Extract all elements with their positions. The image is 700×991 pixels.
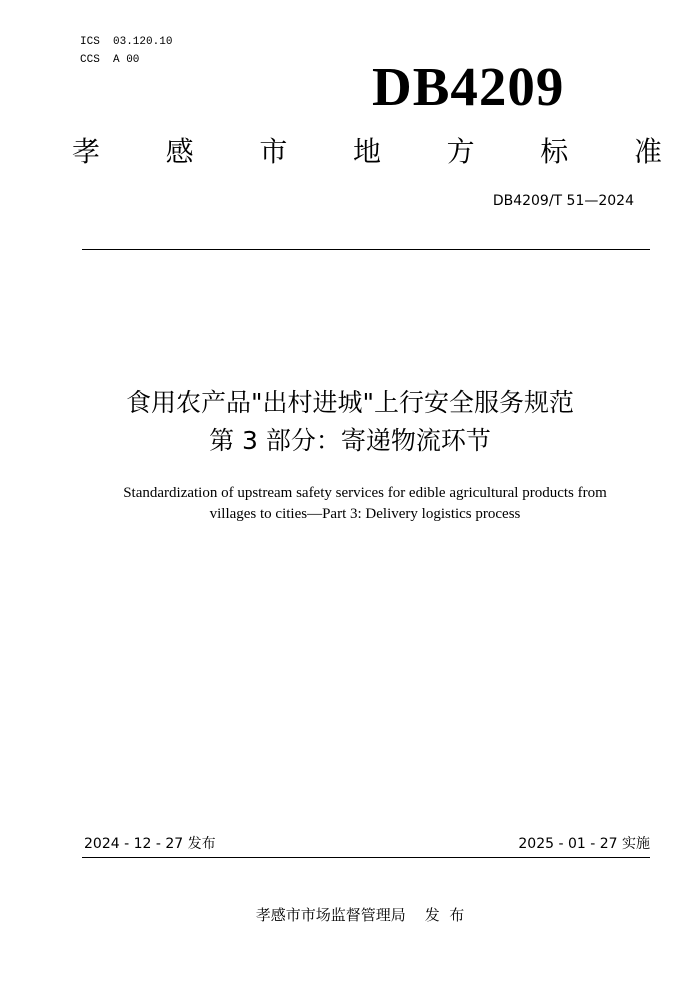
issue-date: 2024 - 12 - 27 发布 [84,836,216,852]
standard-type-heading [72,132,662,172]
publisher: 孝感市市场监督管理局 发 布 [255,906,465,924]
standard-type-char: 孝 [72,135,101,168]
ccs-classification: CCS A 00 [80,54,140,66]
chinese-title-line-2: 第 3 部分：寄递物流环节 [209,426,491,455]
standard-type-char: 准 [633,135,662,168]
english-title-line-2: villages to cities—Part 3: Delivery logistics process [209,506,521,522]
standard-type-char: 市 [259,135,288,168]
ics-classification: ICS 03.120.10 [80,36,173,48]
chinese-title-line-1: 食用农产品"出村进城"上行安全服务规范 [126,388,574,417]
standard-type-char: 地 [352,135,381,168]
english-title-line-1: Standardization of upstream safety services for edible agricultural products from [123,485,607,501]
standard-code-logo: DB4209 [372,56,565,117]
bottom-divider [82,857,650,858]
implementation-date: 2025 - 01 - 27 实施 [518,836,650,852]
top-divider [82,249,650,250]
standard-type-char: 感 [165,135,194,168]
standard-number: DB4209/T 51—2024 [492,193,634,209]
standard-type-char: 方 [446,135,475,168]
standard-type-char: 标 [540,135,569,168]
